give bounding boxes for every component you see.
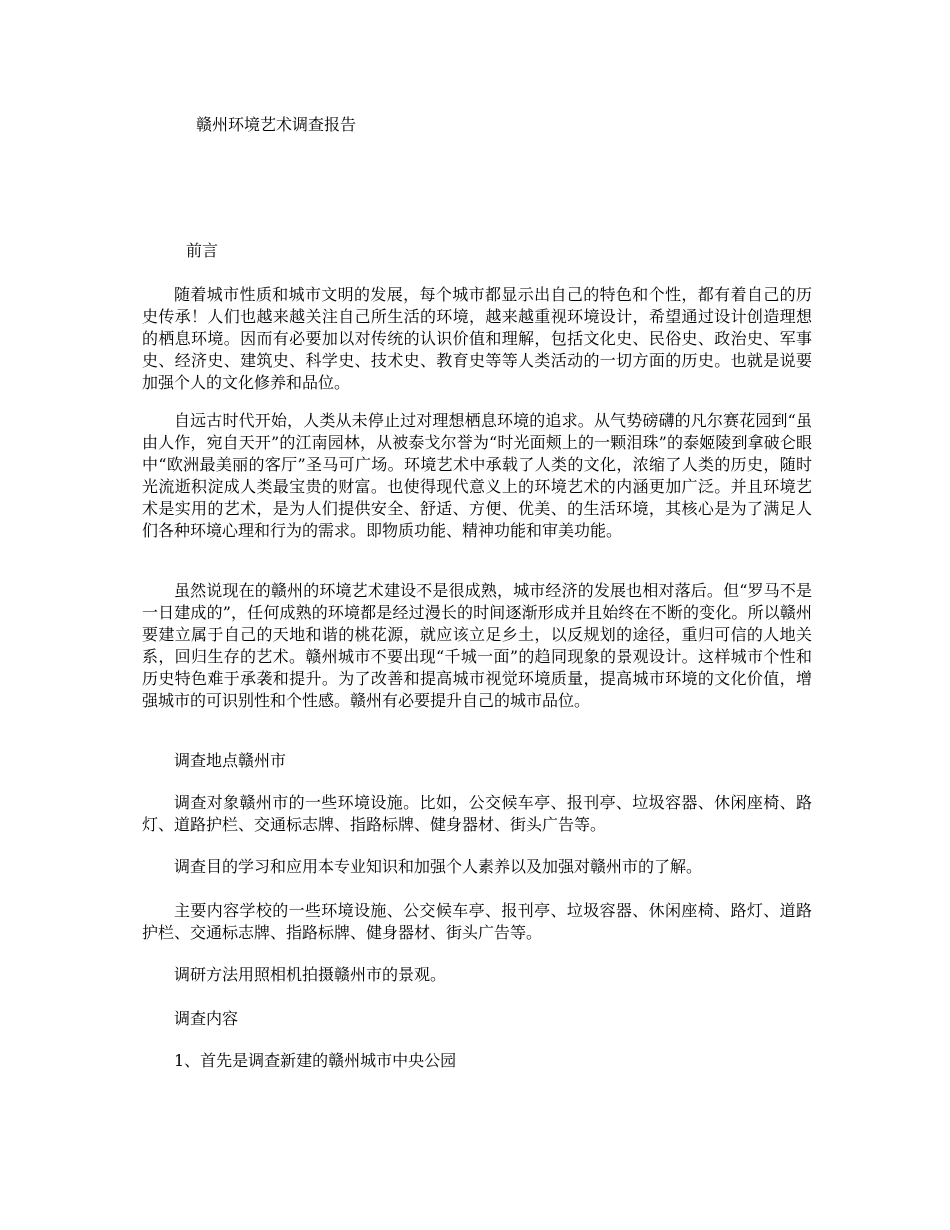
paragraph-survey-content-heading: 调查内容: [174, 1009, 239, 1028]
paragraph-main-content: 主要内容学校的一些环境设施、公交候车亭、报刊亭、垃圾容器、休闲座椅、路灯、道路护栏、交通标志牌、指路标牌、健身器材、街头广告等。: [142, 901, 812, 942]
paragraph-first-item: 1、首先是调查新建的赣州城市中央公园: [174, 1051, 457, 1070]
paragraph-intro-city-character: 随着城市性质和城市文明的发展，每个城市都显示出自己的特色和个性，都有着自己的历史传承！人们也越来越关注自己所生活的环境，越来越重视环境设计，希望通过设计创造理想的栖息环境。因而有必要加以对传统的认识价值和理解，包括文化史、民俗史、政治史、军事史、经济史、建筑史、科学史、技术史、教育史等等人类活动的一切方面的历史。也就是说要加强个人的文化修养和品位。: [142, 285, 812, 392]
paragraph-survey-location: 调查地点赣州市: [174, 751, 287, 770]
paragraph-research-method: 调研方法用照相机拍摄赣州市的景观。: [174, 965, 447, 984]
preface-heading: 前言: [186, 241, 219, 260]
paragraph-environment-history: 自远古时代开始，人类从未停止过对理想栖息环境的追求。从气势磅礴的凡尔赛花园到“虽由人作，宛自天开”的江南园林，从被泰戈尔誉为“时光面颊上的一颗泪珠”的泰姬陵到拿破仑眼中“欧洲最美丽的客厅”圣马可广场。环境艺术中承载了人类的文化，浓缩了人类的历史，随时光流逝积淀成人类最宝贵的财富。也使得现代意义上的环境艺术的内涵更加广泛。并且环境艺术是实用的艺术，是为人们提供安全、舒适、方便、优美、的生活环境，其核心是为了满足人们各种环境心理和行为的需求。即物质功能、精神功能和审美功能。: [142, 411, 812, 540]
paragraph-survey-objects: 调查对象赣州市的一些环境设施。比如，公交候车亭、报刊亭、垃圾容器、休闲座椅、路灯、道路护栏、交通标志牌、指路标牌、健身器材、街头广告等。: [142, 793, 812, 834]
paragraph-ganzhou-development: 虽然说现在的赣州的环境艺术建设不是很成熟，城市经济的发展也相对落后。但“罗马不是一日建成的”，任何成熟的环境都是经过漫长的时间逐渐形成并且始终在不断的变化。所以赣州要建立属于自己的天地和谐的桃花源，就应该立足乡土，以反规划的途径，重归可信的人地关系，回归生存的艺术。赣州城市不要出现“千城一面”的趋同现象的景观设计。这样城市个性和历史特色难于承袭和提升。为了改善和提高城市视觉环境质量，提高城市环境的文化价值，增强城市的可识别性和个性感。赣州有必要提升自己的城市品位。: [142, 581, 812, 710]
document-title: 赣州环境艺术调查报告: [196, 115, 357, 134]
paragraph-survey-purpose: 调查目的学习和应用本专业知识和加强个人素养以及加强对赣州市的了解。: [174, 857, 703, 876]
